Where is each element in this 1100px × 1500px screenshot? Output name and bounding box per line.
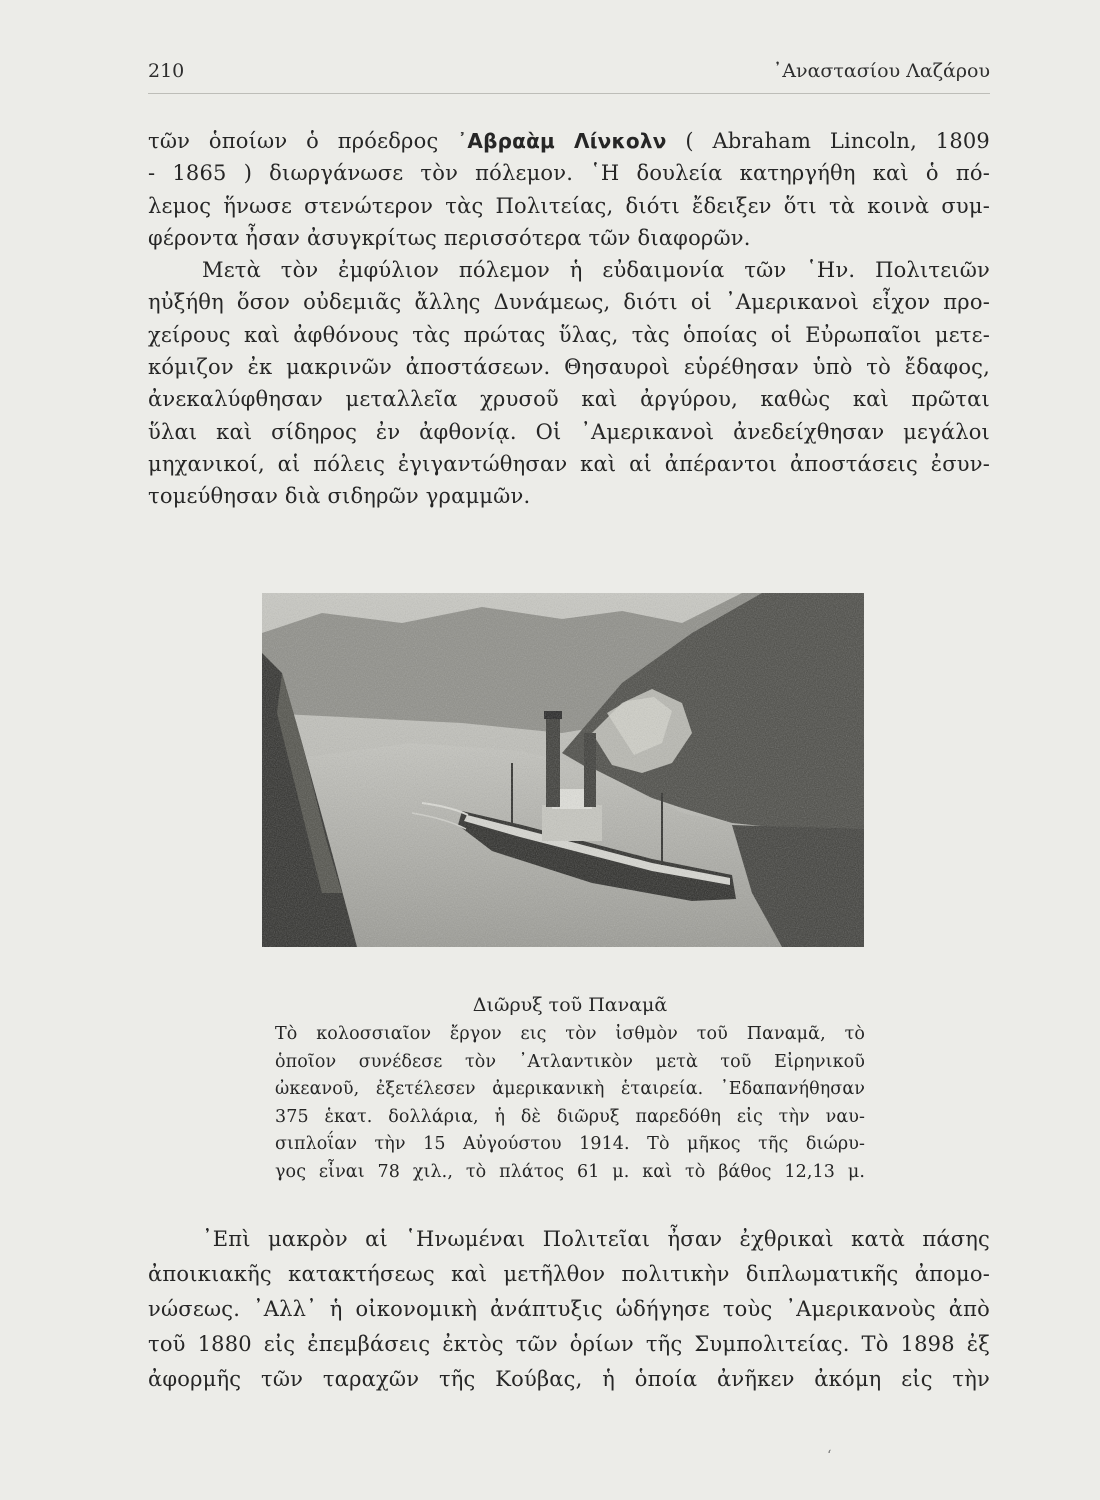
text-line: τομεύθησαν διὰ σιδηρῶν γραμμῶν. bbox=[148, 484, 531, 509]
figure-title: Διῶρυξ τοῦ Παναμᾶ bbox=[472, 994, 668, 1016]
text-line bbox=[148, 125, 990, 157]
page-number: 210 bbox=[148, 60, 185, 82]
text-line: ἀποικιακῆς κατακτήσεως καὶ μετῆλθον πολιτικὴν διπλωματικῆς ἀπομο- bbox=[148, 1262, 990, 1286]
text-line: λεμος ἥνωσε στενώτερον τὰς Πολιτείας, διότι ἔδειξεν ὅτι τὰ κοινὰ συμ- bbox=[148, 193, 990, 218]
running-title: ᾿Αναστασίου Λαζάρου bbox=[772, 60, 990, 82]
caption-line: ὁποῖον συνέδεσε τὸν ᾿Ατλαντικὸν μετὰ τοῦ Εἰρηνικοῦ bbox=[275, 1051, 865, 1072]
text-line: ὕλαι καὶ σίδηρος ἐν ἀφθονίᾳ. Οἱ ᾿Αμερικανοὶ ἀνεδείχθησαν μεγάλοι bbox=[148, 419, 990, 444]
text-line: χείρους καὶ ἀφθόνους τὰς πρώτας ὕλας, τὰς ὁποίας οἱ Εὐρωπαῖοι μετε- bbox=[148, 322, 990, 347]
caption-line: 375 ἑκατ. δολλάρια, ἡ δὲ διῶρυξ παρεδόθη εἰς τὴν ναυ- bbox=[275, 1106, 865, 1127]
caption-line: σιπλοΐαν τὴν 15 Αὐγούστου 1914. Τὸ μῆκος τῆς διώρυ- bbox=[275, 1134, 865, 1154]
closing-paragraph bbox=[148, 1222, 990, 1397]
text-line: ηὐξήθη ὅσον οὐδεμιᾶς ἄλλης Δυνάμεως, διότι οἱ ᾿Αμερικανοὶ εἶχον προ- bbox=[148, 290, 990, 315]
panama-canal-photo bbox=[262, 593, 864, 947]
intro-paragraph bbox=[148, 125, 990, 513]
text-segment: τῶν ὁποίων ὁ πρόεδρος bbox=[148, 129, 458, 153]
page-header bbox=[148, 60, 990, 90]
caption-line: γος εἶναι 78 χιλ., τὸ πλάτος 61 μ. καὶ τὸ βάθος 12,13 μ. bbox=[275, 1161, 865, 1182]
caption-line: ὠκεανοῦ, ἐξετέλεσεν ἀμερικανικὴ ἑταιρεία. ᾿Εδαπανήθησαν bbox=[275, 1079, 865, 1099]
text-line: ἀνεκαλύφθησαν μεταλλεῖα χρυσοῦ καὶ ἀργύρου, καθὼς καὶ πρῶται bbox=[148, 387, 990, 412]
text-line: μηχανικοί, αἱ πόλεις ἐγιγαντώθησαν καὶ αἱ ἀπέραντοι ἀποστάσεις ἐσυν- bbox=[148, 451, 990, 476]
text-line: Μετὰ τὸν ἐμφύλιον πόλεμον ἡ εὐδαιμονία τῶν ῾Ην. Πολιτειῶν bbox=[202, 258, 990, 283]
text-line: φέροντα ἦσαν ἀσυγκρίτως περισσότερα τῶν διαφορῶν. bbox=[148, 225, 751, 250]
text-line: κόμιζον ἐκ μακρινῶν ἀποστάσεων. Θησαυροὶ εὑρέθησαν ὑπὸ τὸ ἔδαφος, bbox=[148, 355, 990, 380]
print-speck: ʻ bbox=[827, 1448, 832, 1464]
text-line: τοῦ 1880 εἰς ἐπεμβάσεις ἐκτὸς τῶν ὁρίων τῆς Συμπολιτείας. Τὸ 1898 ἐξ bbox=[148, 1332, 990, 1356]
text-line: - 1865 ) διωργάνωσε τὸν πόλεμον. ῾Η δουλεία κατηργήθη καὶ ὁ πό- bbox=[148, 161, 990, 186]
text-line: νώσεως. ᾿Αλλ᾿ ἡ οἰκονομικὴ ἀνάπτυξις ὡδήγησε τοὺς ᾿Αμερικανοὺς ἀπὸ bbox=[148, 1297, 990, 1321]
header-rule bbox=[148, 93, 990, 94]
text-line: ᾿Επὶ μακρὸν αἱ ῾Ηνωμέναι Πολιτεῖαι ἦσαν ἐχθρικαὶ κατὰ πάσης bbox=[202, 1227, 990, 1251]
text-segment: ( Abraham Lincoln, 1809 bbox=[666, 129, 990, 153]
lincoln-name-bold: ᾿Αβραὰμ Λίνκολν bbox=[457, 129, 667, 153]
canal-illustration bbox=[262, 593, 864, 947]
figure-caption bbox=[275, 1021, 865, 1186]
second-paragraph bbox=[148, 254, 990, 512]
text-line: ἀφορμῆς τῶν ταραχῶν τῆς Κούβας, ἡ ὁποία ἀνῆκεν ἀκόμη εἰς τὴν bbox=[148, 1367, 990, 1391]
caption-line: Τὸ κολοσσιαῖον ἔργον εις τὸν ἰσθμὸν τοῦ Παναμᾶ, τὸ bbox=[275, 1024, 865, 1044]
